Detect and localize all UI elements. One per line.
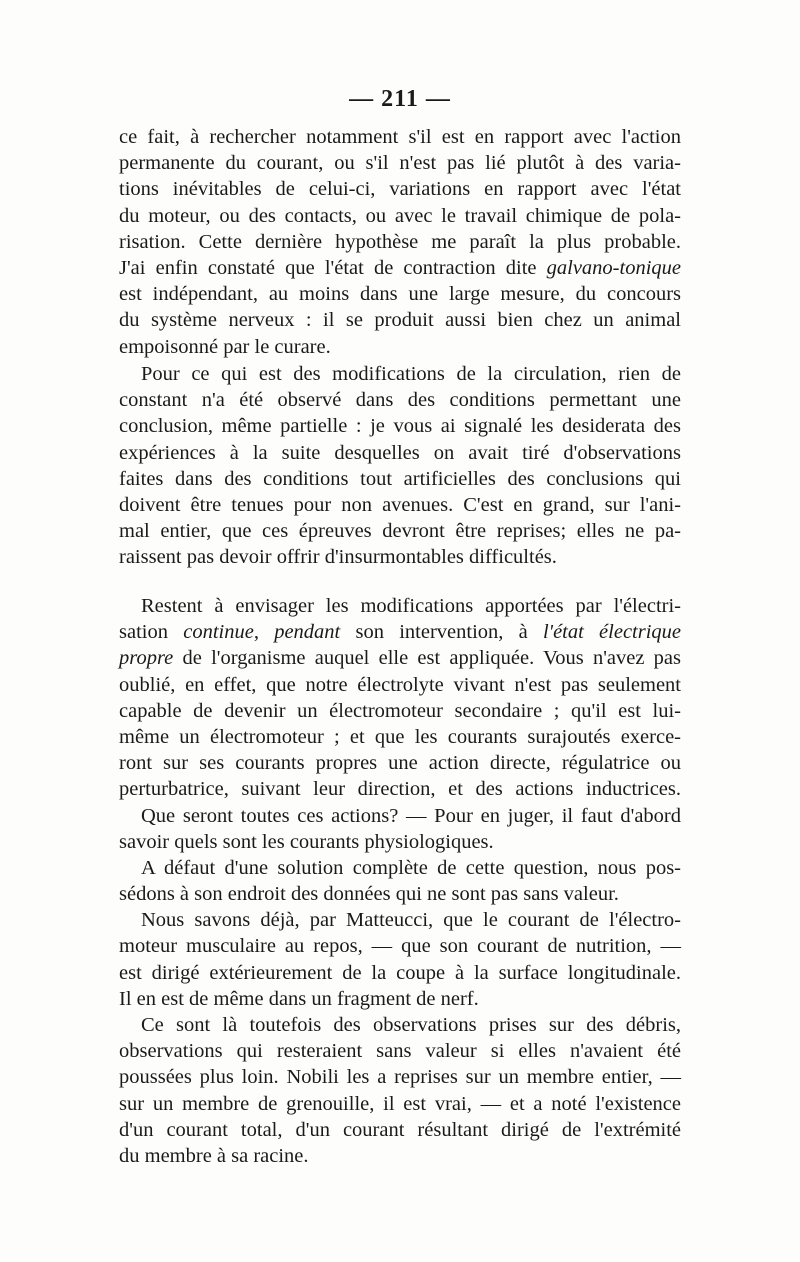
text-span: de l'organisme auquel elle est appliquée. Vous n'avez pas	[173, 647, 681, 670]
text-line: oublié, en effet, que notre électrolyte vivant n'est pas seulement	[119, 673, 681, 696]
text-line: mal entier, que ces épreuves devront être reprises; elles ne pa-	[119, 520, 681, 543]
text-line: d'un courant total, d'un courant résultant dirigé de l'extrémité	[119, 1118, 681, 1141]
text-line: ront sur ses courants propres une action directe, régulatrice ou	[119, 752, 681, 775]
page-number: — 211 —	[349, 86, 451, 112]
text-line: faites dans des conditions tout artificielles des conclusions qui	[119, 467, 681, 490]
text-span: J'ai enfin constaté que l'état de contraction dite	[119, 256, 547, 279]
text-line: risation. Cette dernière hypothèse me paraît la plus probable.	[119, 230, 681, 253]
text-line: du membre à sa racine.	[119, 1144, 309, 1167]
text-line: Ce sont là toutefois des observations prises sur des débris,	[141, 1014, 681, 1036]
text-line: raissent pas devoir offrir d'insurmontables difficultés.	[119, 546, 557, 569]
text-line: savoir quels sont les courants physiologiques.	[119, 830, 494, 853]
text-line: Que seront toutes ces actions? — Pour en juger, il faut d'abord	[141, 804, 681, 827]
text-line: capable de devenir un électromoteur secondaire ; qu'il est lui-	[119, 699, 681, 722]
paragraph-2	[119, 361, 681, 571]
text-line: empoisonné par le curare.	[119, 335, 331, 358]
text-line: du moteur, ou des contacts, ou avec le travail chimique de pola-	[119, 204, 681, 227]
text-line: observations qui resteraient sans valeur si elles n'avaient été	[119, 1040, 681, 1063]
text-line: même un électromoteur ; et que les courants surajoutés exerce-	[119, 725, 681, 748]
text-line	[119, 255, 681, 281]
text-line: Pour ce qui est des modifications de la circulation, rien de	[141, 363, 681, 385]
italic-term: continue	[183, 621, 254, 644]
text-line: Nous savons déjà, par Matteucci, que le courant de l'électro-	[141, 909, 681, 932]
italic-term: propre	[119, 647, 174, 670]
paragraph-3	[119, 593, 681, 1169]
text-span: ,	[253, 621, 275, 644]
italic-term: l'état électrique	[542, 621, 682, 644]
italic-term: galvano-tonique	[546, 256, 681, 279]
italic-term: pendant	[274, 621, 341, 644]
text-line: tions inévitables de celui-ci, variations en rapport avec l'état	[119, 178, 681, 201]
text-line: sur un membre de grenouille, il est vrai, — et a noté l'existence	[119, 1092, 681, 1115]
text-line: perturbatrice, suivant leur direction, et des actions inductrices.	[119, 778, 681, 801]
text-line: est dirigé extérieurement de la coupe à la surface longitudinale.	[119, 961, 681, 984]
text-line: sédons à son endroit des données qui ne sont pas sans valeur.	[119, 883, 619, 906]
paragraph-1	[119, 124, 681, 360]
text-span: son intervention, à	[340, 621, 543, 644]
text-line: doivent être tenues pour non avenues. C'est en grand, sur l'ani-	[119, 493, 681, 516]
text-line: du système nerveux : il se produit aussi bien chez un animal	[119, 309, 681, 332]
text-span: sation	[119, 621, 184, 644]
text-line: conclusion, même partielle : je vous ai signalé les desiderata des	[119, 415, 681, 438]
text-line	[119, 619, 681, 645]
text-line: est indépendant, au moins dans une large mesure, du concours	[119, 283, 681, 306]
text-line: Il en est de même dans un fragment de nerf.	[119, 987, 479, 1010]
text-line: moteur musculaire au repos, — que son courant de nutrition, —	[119, 935, 681, 958]
text-line: A défaut d'une solution complète de cette question, nous pos-	[141, 856, 681, 879]
text-line	[119, 645, 681, 671]
text-line: permanente du courant, ou s'il n'est pas lié plutôt à des varia-	[119, 152, 681, 175]
text-line: constant n'a été observé dans des conditions permettant une	[119, 389, 681, 412]
text-line: poussées plus loin. Nobili les a reprises sur un membre entier, —	[119, 1066, 681, 1089]
text-line: ce fait, à rechercher notamment s'il est en rapport avec l'action	[119, 126, 681, 148]
text-line: expériences à la suite desquelles on avait tiré d'observations	[119, 441, 681, 464]
text-line: Restent à envisager les modifications apportées par l'électri-	[141, 595, 681, 617]
